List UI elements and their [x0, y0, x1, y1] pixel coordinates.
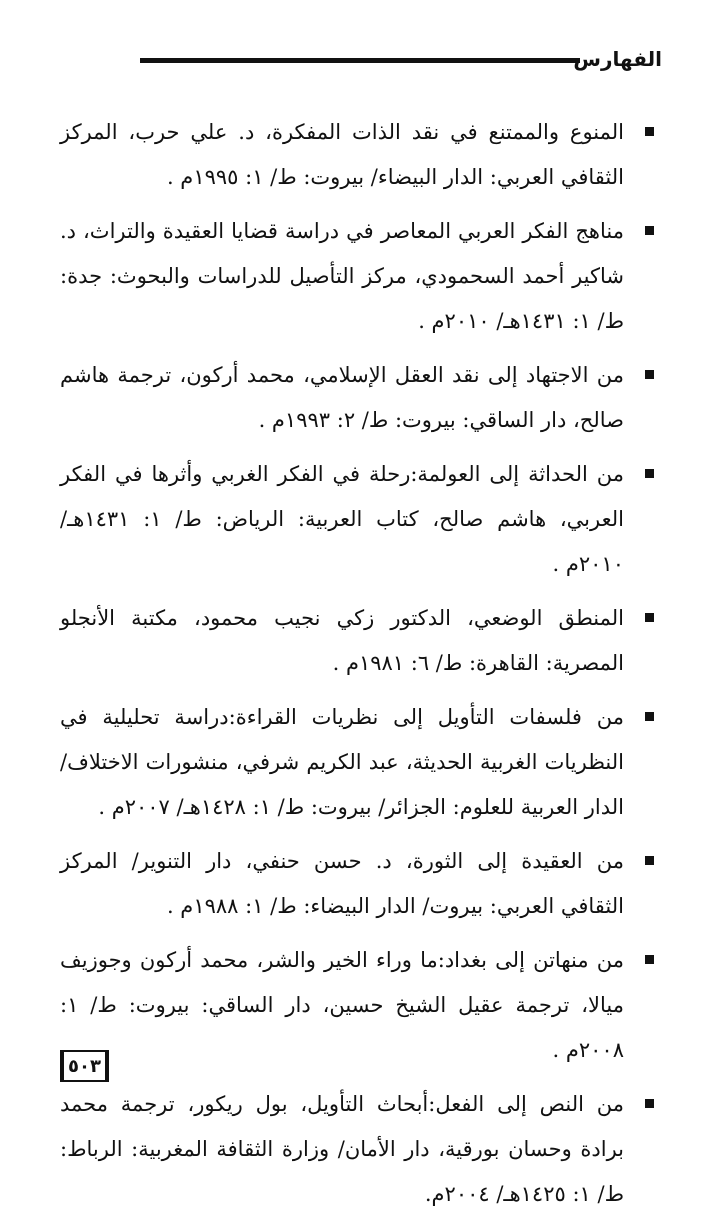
- entry-text: من فلسفات التأويل إلى نظريات القراءة:دراسة تحليلية في النظريات الغربية الحديثة، عبد الكريم شرفي، منشورات الاختلاف/ الدار العربية للعلوم: الجزائر/ بيروت: ط/ ١: ١٤٢٨هـ/ ٢٠٠٧م .: [60, 705, 624, 819]
- entry-text: مناهج الفكر العربي المعاصر في دراسة قضايا العقيدة والتراث، د. شاكير أحمد السحمودي، مركز التأصيل للدراسات والبحوث: جدة: ط/ ١: ١٤٣١هـ/ ٢٠١٠م .: [60, 219, 624, 333]
- header-title: الفهارس: [573, 47, 662, 71]
- entry-text: من النص إلى الفعل:أبحاث التأويل، بول ريكور، ترجمة محمد برادة وحسان بورقية، دار الأمان/ وزارة الثقافة المغربية: الرباط: ط/ ١: ١٤٢٥هـ/ ٢٠٠٤م.: [60, 1092, 624, 1206]
- square-bullet-icon: [645, 226, 654, 235]
- bibliography-entry: [60, 452, 624, 587]
- square-bullet-icon: [645, 1099, 654, 1108]
- bibliography-entry: [60, 209, 624, 344]
- bibliography-entry: [60, 839, 624, 929]
- header-rule: [140, 58, 580, 63]
- bibliography-entry: [60, 1082, 624, 1217]
- bibliography-entry: [60, 695, 624, 830]
- entry-text: من الحداثة إلى العولمة:رحلة في الفكر الغربي وأثرها في الفكر العربي، هاشم صالح، كتاب العربية: الرياض: ط/ ١: ١٤٣١هـ/ ٢٠١٠م .: [60, 462, 624, 576]
- square-bullet-icon: [645, 712, 654, 721]
- page-number: [60, 1050, 109, 1082]
- bibliography-list: [60, 110, 624, 1226]
- square-bullet-icon: [645, 370, 654, 379]
- bibliography-entry: [60, 353, 624, 443]
- bibliography-entry: [60, 110, 624, 200]
- running-header: [140, 44, 662, 74]
- page-number-text: ٥٠٣: [68, 1055, 101, 1077]
- square-bullet-icon: [645, 955, 654, 964]
- square-bullet-icon: [645, 127, 654, 136]
- square-bullet-icon: [645, 856, 654, 865]
- square-bullet-icon: [645, 469, 654, 478]
- entry-text: من منهاتن إلى بغداد:ما وراء الخير والشر، محمد أركون وجوزيف ميالا، ترجمة عقيل الشيخ حسين، دار الساقي: بيروت: ط/ ١: ٢٠٠٨م .: [60, 948, 624, 1062]
- entry-text: من العقيدة إلى الثورة، د. حسن حنفي، دار التنوير/ المركز الثقافي العربي: بيروت/ الدار البيضاء: ط/ ١: ١٩٨٨م .: [60, 849, 624, 918]
- entry-text: المنطق الوضعي، الدكتور زكي نجيب محمود، مكتبة الأنجلو المصرية: القاهرة: ط/ ٦: ١٩٨١م .: [60, 606, 624, 675]
- entry-text: من الاجتهاد إلى نقد العقل الإسلامي، محمد أركون، ترجمة هاشم صالح، دار الساقي: بيروت: ط/ ٢: ١٩٩٣م .: [60, 363, 624, 432]
- entry-text: المنوع والممتنع في نقد الذات المفكرة، د. علي حرب، المركز الثقافي العربي: الدار البيضاء/ بيروت: ط/ ١: ١٩٩٥م .: [60, 120, 624, 189]
- square-bullet-icon: [645, 613, 654, 622]
- bibliography-entry: [60, 938, 624, 1073]
- bibliography-entry: [60, 596, 624, 686]
